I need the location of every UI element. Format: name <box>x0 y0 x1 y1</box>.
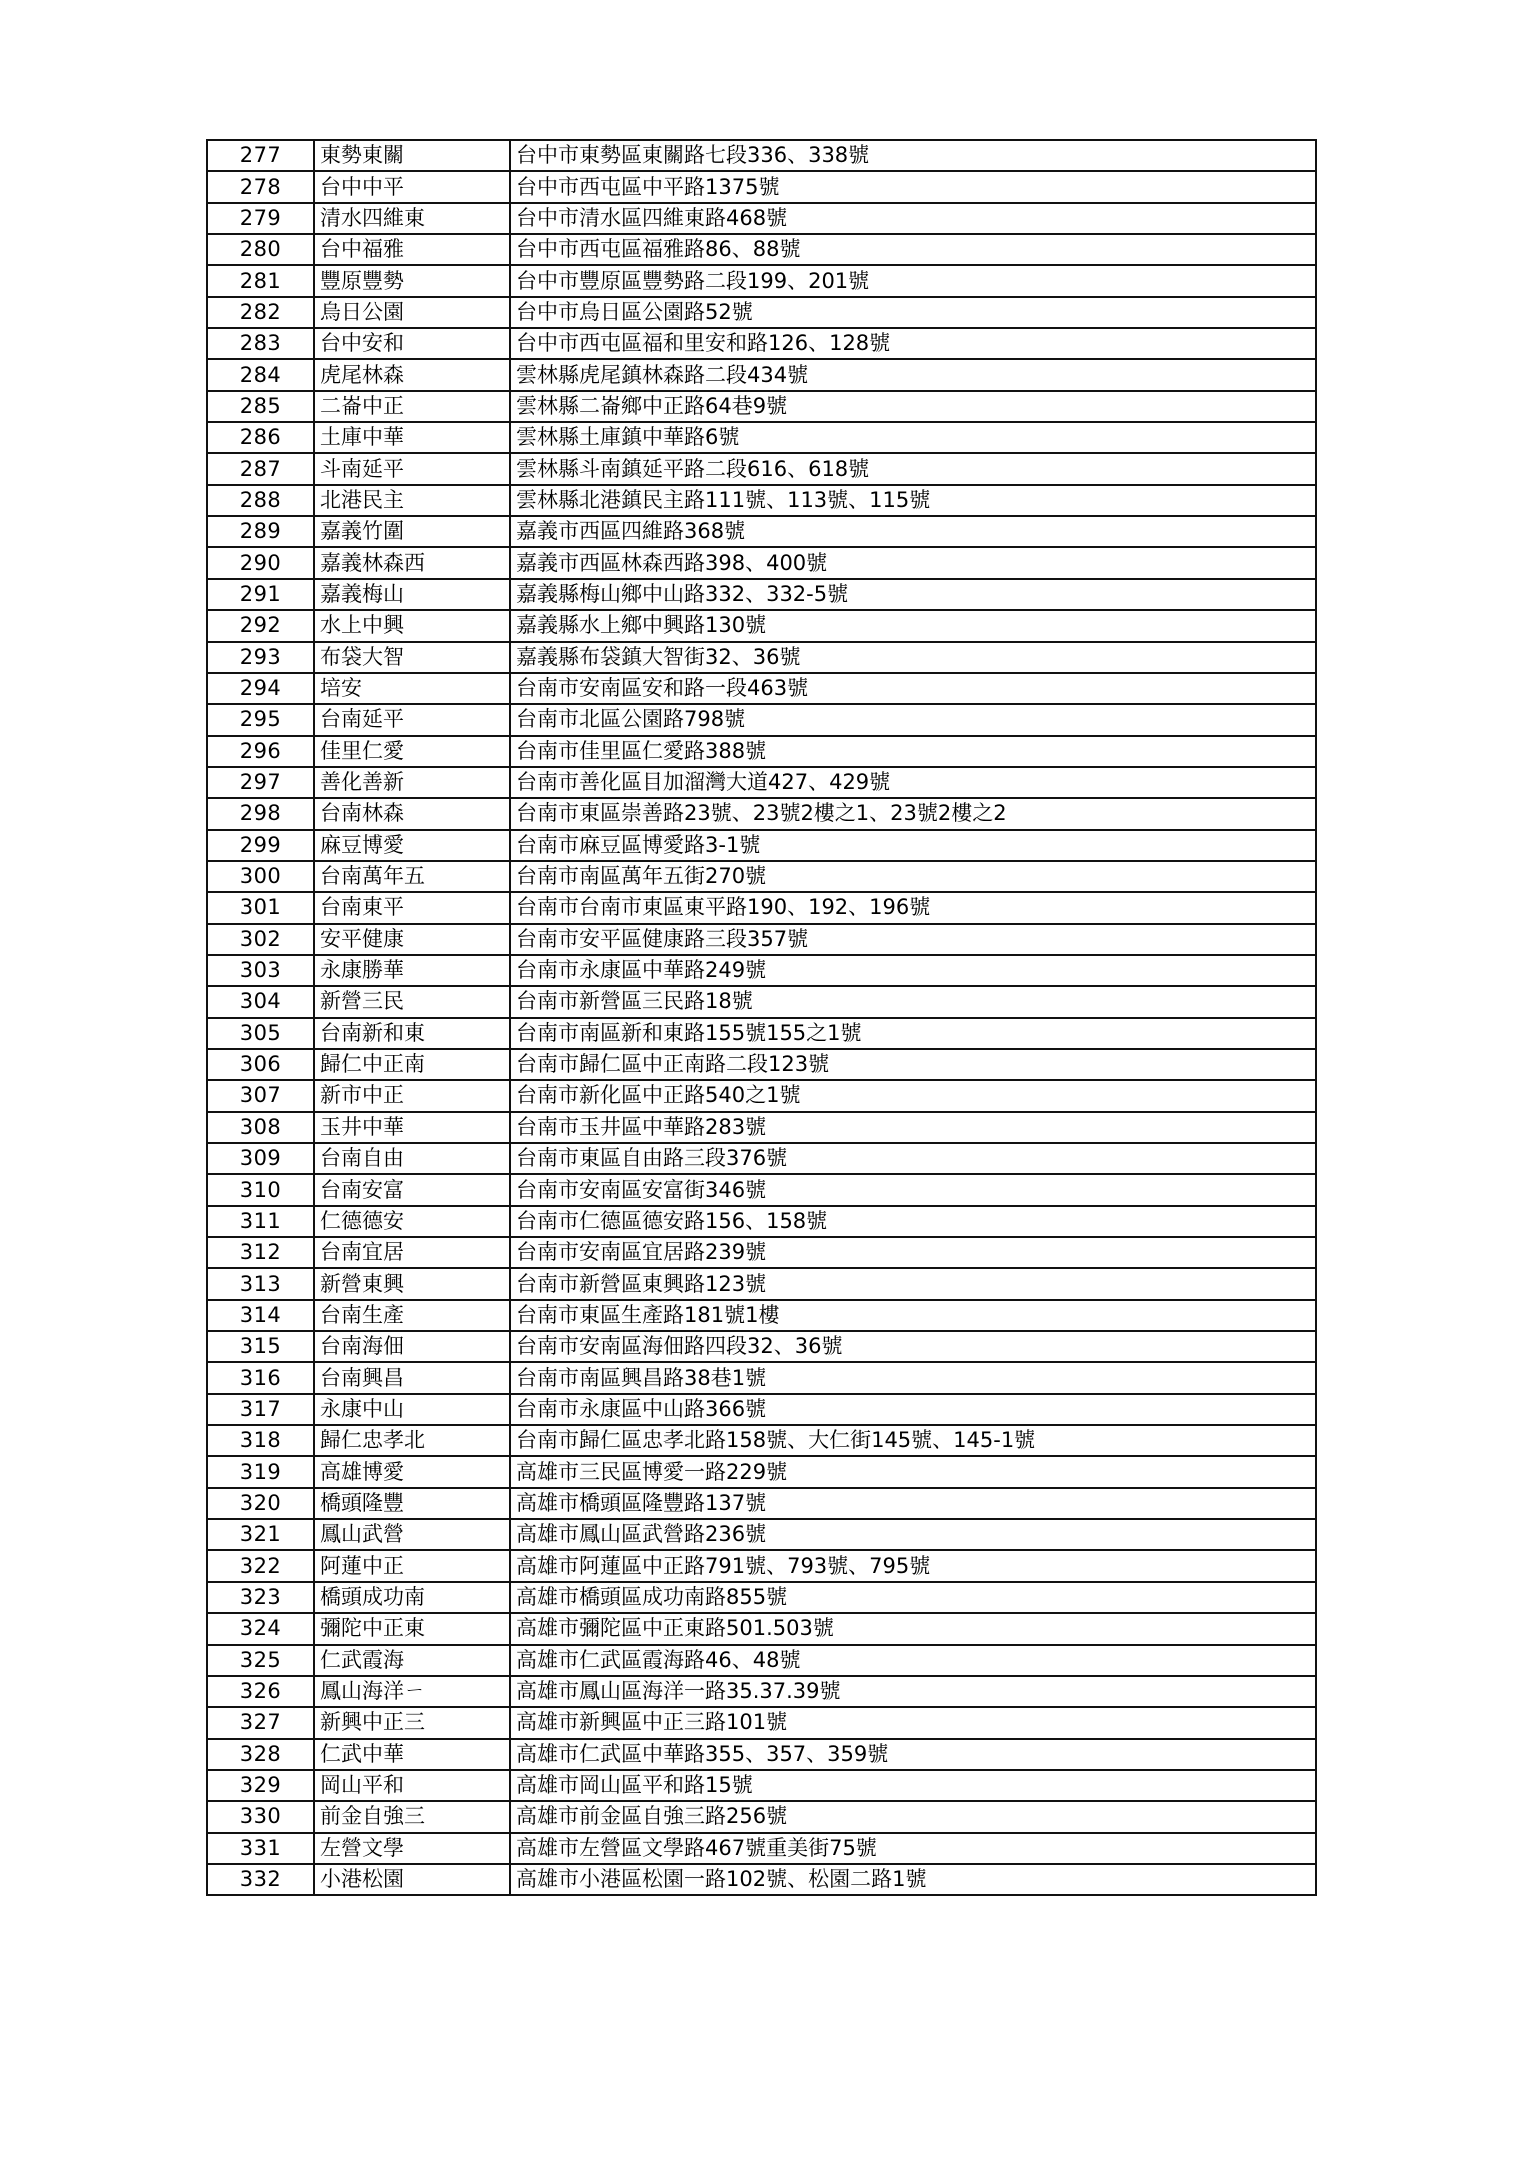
store-name-cell: 新興中正三 <box>314 1707 510 1738</box>
store-name-cell: 前金自強三 <box>314 1801 510 1832</box>
store-address-cell: 台南市南區興昌路38巷1號 <box>510 1362 1316 1393</box>
store-address-cell: 高雄市鳳山區海洋一路35.37.39號 <box>510 1676 1316 1707</box>
table-row <box>207 1488 1316 1519</box>
store-name-cell: 歸仁中正南 <box>314 1049 510 1080</box>
table-row <box>207 359 1316 390</box>
store-name-cell: 培安 <box>314 673 510 704</box>
row-number-cell: 330 <box>207 1801 314 1832</box>
table-row <box>207 328 1316 359</box>
table-row <box>207 830 1316 861</box>
table-row <box>207 1707 1316 1738</box>
row-number-cell: 318 <box>207 1425 314 1456</box>
store-name-cell: 台南海佃 <box>314 1331 510 1362</box>
row-number-cell: 321 <box>207 1519 314 1550</box>
store-name-cell: 虎尾林森 <box>314 359 510 390</box>
table-row <box>207 1174 1316 1205</box>
store-name-cell: 岡山平和 <box>314 1770 510 1801</box>
row-number-cell: 328 <box>207 1739 314 1770</box>
store-address-cell: 台南市安南區安和路一段463號 <box>510 673 1316 704</box>
store-address-cell: 台中市豐原區豐勢路二段199、201號 <box>510 265 1316 296</box>
store-name-cell: 永康中山 <box>314 1394 510 1425</box>
table-row <box>207 1833 1316 1864</box>
row-number-cell: 309 <box>207 1143 314 1174</box>
row-number-cell: 300 <box>207 861 314 892</box>
store-address-cell: 台南市玉井區中華路283號 <box>510 1112 1316 1143</box>
row-number-cell: 313 <box>207 1268 314 1299</box>
row-number-cell: 317 <box>207 1394 314 1425</box>
table-row <box>207 1425 1316 1456</box>
table-row <box>207 485 1316 516</box>
row-number-cell: 286 <box>207 422 314 453</box>
store-address-cell: 台南市安南區海佃路四段32、36號 <box>510 1331 1316 1362</box>
store-address-cell: 高雄市鳳山區武營路236號 <box>510 1519 1316 1550</box>
row-number-cell: 311 <box>207 1206 314 1237</box>
store-name-cell: 小港松園 <box>314 1864 510 1895</box>
store-name-cell: 豐原豐勢 <box>314 265 510 296</box>
store-address-cell: 台南市東區自由路三段376號 <box>510 1143 1316 1174</box>
store-name-cell: 清水四維東 <box>314 203 510 234</box>
store-name-cell: 阿蓮中正 <box>314 1550 510 1581</box>
row-number-cell: 296 <box>207 736 314 767</box>
store-name-cell: 烏日公園 <box>314 297 510 328</box>
table-row <box>207 924 1316 955</box>
table-row <box>207 1112 1316 1143</box>
row-number-cell: 315 <box>207 1331 314 1362</box>
store-name-cell: 橋頭成功南 <box>314 1582 510 1613</box>
store-address-cell: 嘉義縣水上鄉中興路130號 <box>510 610 1316 641</box>
row-number-cell: 291 <box>207 579 314 610</box>
table-row <box>207 1582 1316 1613</box>
table-row <box>207 547 1316 578</box>
store-address-cell: 雲林縣二崙鄉中正路64巷9號 <box>510 391 1316 422</box>
table-row <box>207 516 1316 547</box>
table-row <box>207 1362 1316 1393</box>
store-name-cell: 歸仁忠孝北 <box>314 1425 510 1456</box>
row-number-cell: 297 <box>207 767 314 798</box>
store-address-cell: 高雄市阿蓮區中正路791號、793號、795號 <box>510 1550 1316 1581</box>
row-number-cell: 329 <box>207 1770 314 1801</box>
row-number-cell: 279 <box>207 203 314 234</box>
table-row <box>207 736 1316 767</box>
row-number-cell: 290 <box>207 547 314 578</box>
store-name-cell: 東勢東關 <box>314 140 510 171</box>
row-number-cell: 308 <box>207 1112 314 1143</box>
row-number-cell: 331 <box>207 1833 314 1864</box>
table-row <box>207 1018 1316 1049</box>
table-row <box>207 265 1316 296</box>
store-address-cell: 台南市新營區三民路18號 <box>510 986 1316 1017</box>
row-number-cell: 314 <box>207 1300 314 1331</box>
store-address-cell: 高雄市三民區博愛一路229號 <box>510 1456 1316 1487</box>
store-address-cell: 台南市東區崇善路23號、23號2樓之1、23號2樓之2 <box>510 798 1316 829</box>
table-row <box>207 422 1316 453</box>
store-address-cell: 台南市永康區中山路366號 <box>510 1394 1316 1425</box>
store-name-cell: 安平健康 <box>314 924 510 955</box>
store-address-cell: 高雄市橋頭區隆豐路137號 <box>510 1488 1316 1519</box>
table-row <box>207 1143 1316 1174</box>
table-row <box>207 798 1316 829</box>
store-address-cell: 嘉義縣布袋鎮大智街32、36號 <box>510 642 1316 673</box>
row-number-cell: 306 <box>207 1049 314 1080</box>
store-name-cell: 台南生產 <box>314 1300 510 1331</box>
store-name-cell: 嘉義林森西 <box>314 547 510 578</box>
store-name-cell: 彌陀中正東 <box>314 1613 510 1644</box>
table-row <box>207 767 1316 798</box>
table-row <box>207 1237 1316 1268</box>
table-row <box>207 1206 1316 1237</box>
store-address-cell: 台南市南區新和東路155號155之1號 <box>510 1018 1316 1049</box>
store-name-cell: 台中中平 <box>314 171 510 202</box>
row-number-cell: 299 <box>207 830 314 861</box>
store-address-cell: 高雄市橋頭區成功南路855號 <box>510 1582 1316 1613</box>
table-row <box>207 673 1316 704</box>
store-address-cell: 高雄市仁武區中華路355、357、359號 <box>510 1739 1316 1770</box>
store-address-cell: 嘉義縣梅山鄉中山路332、332-5號 <box>510 579 1316 610</box>
store-name-cell: 永康勝華 <box>314 955 510 986</box>
store-address-cell: 台南市仁德區德安路156、158號 <box>510 1206 1316 1237</box>
store-name-cell: 台中安和 <box>314 328 510 359</box>
table-row <box>207 1770 1316 1801</box>
row-number-cell: 281 <box>207 265 314 296</box>
row-number-cell: 312 <box>207 1237 314 1268</box>
store-address-cell: 台中市西屯區中平路1375號 <box>510 171 1316 202</box>
store-address-cell: 雲林縣虎尾鎮林森路二段434號 <box>510 359 1316 390</box>
store-address-cell: 嘉義市西區四維路368號 <box>510 516 1316 547</box>
store-name-cell: 新營三民 <box>314 986 510 1017</box>
table-row <box>207 1080 1316 1111</box>
row-number-cell: 288 <box>207 485 314 516</box>
store-name-cell: 嘉義梅山 <box>314 579 510 610</box>
row-number-cell: 322 <box>207 1550 314 1581</box>
row-number-cell: 287 <box>207 453 314 484</box>
row-number-cell: 303 <box>207 955 314 986</box>
row-number-cell: 293 <box>207 642 314 673</box>
table-row <box>207 1331 1316 1362</box>
row-number-cell: 319 <box>207 1456 314 1487</box>
store-name-cell: 台南安富 <box>314 1174 510 1205</box>
store-name-cell: 水上中興 <box>314 610 510 641</box>
store-name-cell: 台南宜居 <box>314 1237 510 1268</box>
store-address-cell: 台南市佳里區仁愛路388號 <box>510 736 1316 767</box>
store-address-cell: 台中市烏日區公園路52號 <box>510 297 1316 328</box>
row-number-cell: 316 <box>207 1362 314 1393</box>
store-address-cell: 雲林縣斗南鎮延平路二段616、618號 <box>510 453 1316 484</box>
row-number-cell: 278 <box>207 171 314 202</box>
store-name-cell: 台南延平 <box>314 704 510 735</box>
table-row <box>207 1645 1316 1676</box>
store-address-cell: 高雄市仁武區霞海路46、48號 <box>510 1645 1316 1676</box>
row-number-cell: 292 <box>207 610 314 641</box>
table-row <box>207 1268 1316 1299</box>
table-row <box>207 1676 1316 1707</box>
row-number-cell: 294 <box>207 673 314 704</box>
table-row <box>207 234 1316 265</box>
table-row <box>207 391 1316 422</box>
store-name-cell: 台南萬年五 <box>314 861 510 892</box>
store-address-cell: 高雄市彌陀區中正東路501.503號 <box>510 1613 1316 1644</box>
table-row <box>207 579 1316 610</box>
row-number-cell: 325 <box>207 1645 314 1676</box>
store-name-cell: 台南東平 <box>314 892 510 923</box>
store-name-cell: 土庫中華 <box>314 422 510 453</box>
table-row <box>207 1456 1316 1487</box>
store-name-cell: 善化善新 <box>314 767 510 798</box>
store-name-cell: 左營文學 <box>314 1833 510 1864</box>
table-row <box>207 986 1316 1017</box>
store-address-cell: 高雄市岡山區平和路15號 <box>510 1770 1316 1801</box>
store-address-cell: 台中市清水區四維東路468號 <box>510 203 1316 234</box>
store-name-cell: 新市中正 <box>314 1080 510 1111</box>
table-row <box>207 704 1316 735</box>
table-row <box>207 1739 1316 1770</box>
store-address-cell: 台南市安南區安富街346號 <box>510 1174 1316 1205</box>
store-address-cell: 台中市西屯區福和里安和路126、128號 <box>510 328 1316 359</box>
table-row <box>207 955 1316 986</box>
table-row <box>207 453 1316 484</box>
store-name-cell: 仁德德安 <box>314 1206 510 1237</box>
store-name-cell: 台南興昌 <box>314 1362 510 1393</box>
row-number-cell: 289 <box>207 516 314 547</box>
table-row <box>207 1519 1316 1550</box>
row-number-cell: 295 <box>207 704 314 735</box>
store-name-cell: 北港民主 <box>314 485 510 516</box>
store-name-cell: 玉井中華 <box>314 1112 510 1143</box>
store-address-cell: 台中市東勢區東關路七段336、338號 <box>510 140 1316 171</box>
table-row <box>207 297 1316 328</box>
store-address-cell: 台南市永康區中華路249號 <box>510 955 1316 986</box>
table-row <box>207 861 1316 892</box>
store-address-cell: 高雄市新興區中正三路101號 <box>510 1707 1316 1738</box>
table-row <box>207 1801 1316 1832</box>
store-address-cell: 台南市新化區中正路540之1號 <box>510 1080 1316 1111</box>
store-address-cell: 嘉義市西區林森西路398、400號 <box>510 547 1316 578</box>
store-name-cell: 高雄博愛 <box>314 1456 510 1487</box>
store-address-cell: 高雄市前金區自強三路256號 <box>510 1801 1316 1832</box>
store-address-cell: 台南市台南市東區東平路190、192、196號 <box>510 892 1316 923</box>
store-name-cell: 二崙中正 <box>314 391 510 422</box>
table-row <box>207 1550 1316 1581</box>
store-address-cell: 高雄市小港區松園一路102號、松園二路1號 <box>510 1864 1316 1895</box>
store-address-cell: 台南市北區公園路798號 <box>510 704 1316 735</box>
store-name-cell: 台中福雅 <box>314 234 510 265</box>
table-row <box>207 140 1316 171</box>
row-number-cell: 332 <box>207 1864 314 1895</box>
table-row <box>207 1864 1316 1895</box>
store-name-cell: 鳳山海洋ㄧ <box>314 1676 510 1707</box>
store-name-cell: 台南林森 <box>314 798 510 829</box>
row-number-cell: 304 <box>207 986 314 1017</box>
store-name-cell: 仁武中華 <box>314 1739 510 1770</box>
row-number-cell: 301 <box>207 892 314 923</box>
table-row <box>207 1394 1316 1425</box>
row-number-cell: 320 <box>207 1488 314 1519</box>
row-number-cell: 284 <box>207 359 314 390</box>
row-number-cell: 285 <box>207 391 314 422</box>
table-row <box>207 1300 1316 1331</box>
store-address-cell: 台南市善化區目加溜灣大道427、429號 <box>510 767 1316 798</box>
table-body <box>207 140 1316 1895</box>
table-row <box>207 203 1316 234</box>
row-number-cell: 282 <box>207 297 314 328</box>
store-name-cell: 鳳山武營 <box>314 1519 510 1550</box>
row-number-cell: 326 <box>207 1676 314 1707</box>
store-address-cell: 台南市新營區東興路123號 <box>510 1268 1316 1299</box>
table-row <box>207 1049 1316 1080</box>
store-address-cell: 高雄市左營區文學路467號重美街75號 <box>510 1833 1316 1864</box>
row-number-cell: 280 <box>207 234 314 265</box>
row-number-cell: 324 <box>207 1613 314 1644</box>
table-row <box>207 642 1316 673</box>
row-number-cell: 305 <box>207 1018 314 1049</box>
row-number-cell: 277 <box>207 140 314 171</box>
store-name-cell: 橋頭隆豐 <box>314 1488 510 1519</box>
store-address-cell: 台南市麻豆區博愛路3-1號 <box>510 830 1316 861</box>
store-address-table <box>206 139 1317 1896</box>
row-number-cell: 327 <box>207 1707 314 1738</box>
row-number-cell: 302 <box>207 924 314 955</box>
row-number-cell: 323 <box>207 1582 314 1613</box>
store-name-cell: 佳里仁愛 <box>314 736 510 767</box>
store-address-cell: 台南市東區生產路181號1樓 <box>510 1300 1316 1331</box>
row-number-cell: 307 <box>207 1080 314 1111</box>
store-name-cell: 嘉義竹圍 <box>314 516 510 547</box>
store-address-cell: 台南市歸仁區中正南路二段123號 <box>510 1049 1316 1080</box>
store-name-cell: 斗南延平 <box>314 453 510 484</box>
store-name-cell: 新營東興 <box>314 1268 510 1299</box>
table-row <box>207 171 1316 202</box>
row-number-cell: 298 <box>207 798 314 829</box>
store-address-cell: 台中市西屯區福雅路86、88號 <box>510 234 1316 265</box>
row-number-cell: 283 <box>207 328 314 359</box>
store-name-cell: 仁武霞海 <box>314 1645 510 1676</box>
store-address-cell: 台南市安南區宜居路239號 <box>510 1237 1316 1268</box>
store-address-cell: 台南市安平區健康路三段357號 <box>510 924 1316 955</box>
store-address-cell: 台南市歸仁區忠孝北路158號、大仁街145號、145-1號 <box>510 1425 1316 1456</box>
store-name-cell: 麻豆博愛 <box>314 830 510 861</box>
store-address-cell: 雲林縣土庫鎮中華路6號 <box>510 422 1316 453</box>
store-address-cell: 台南市南區萬年五街270號 <box>510 861 1316 892</box>
table-row <box>207 892 1316 923</box>
store-address-cell: 雲林縣北港鎮民主路111號、113號、115號 <box>510 485 1316 516</box>
store-name-cell: 台南新和東 <box>314 1018 510 1049</box>
row-number-cell: 310 <box>207 1174 314 1205</box>
table-row <box>207 1613 1316 1644</box>
table-row <box>207 610 1316 641</box>
store-name-cell: 台南自由 <box>314 1143 510 1174</box>
store-name-cell: 布袋大智 <box>314 642 510 673</box>
